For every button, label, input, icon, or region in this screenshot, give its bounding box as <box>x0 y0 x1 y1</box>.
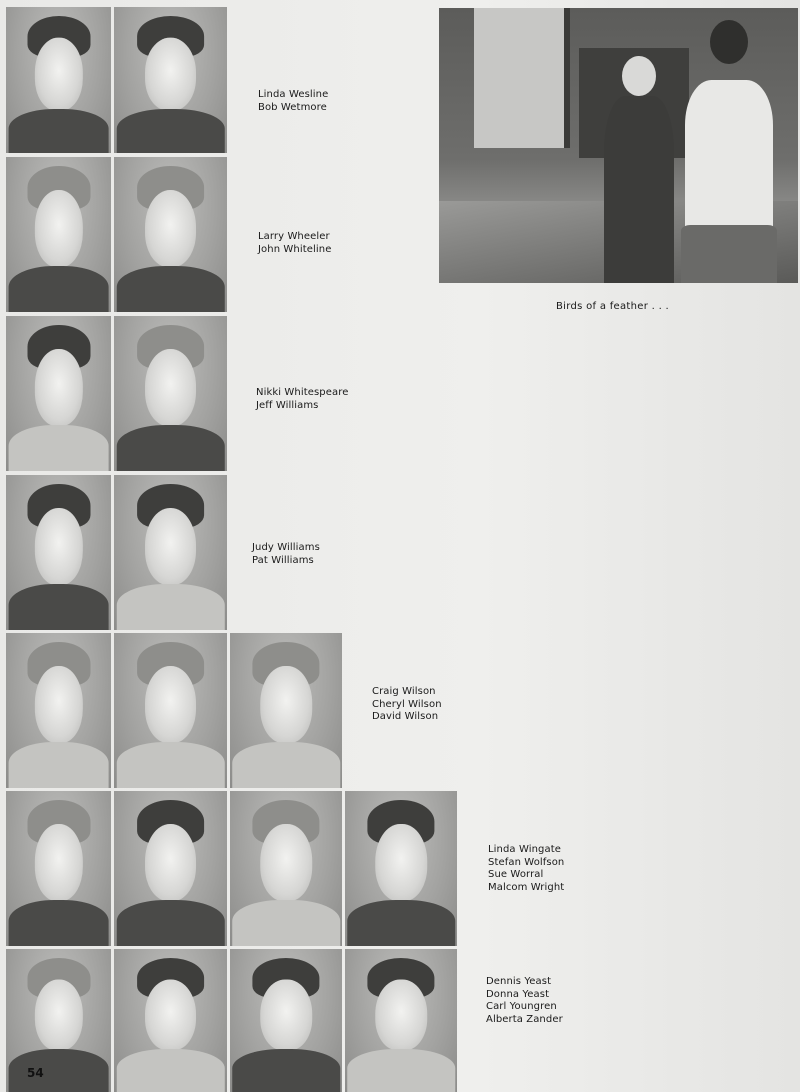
portrait-face <box>145 190 197 267</box>
portrait-shoulders <box>232 900 340 947</box>
portrait-shoulders <box>116 742 224 789</box>
portrait-dennis-yeast <box>6 949 111 1092</box>
candid-caption: Birds of a feather . . . <box>556 301 670 312</box>
portrait-craig-wilson <box>6 633 111 788</box>
portrait-shoulders <box>116 900 224 947</box>
portrait-shoulders <box>8 900 109 947</box>
figure-body <box>685 80 773 230</box>
portrait-malcom-wright <box>345 791 457 946</box>
portrait-alberta-zander <box>345 949 457 1092</box>
student-name: Jeff Williams <box>256 399 319 411</box>
student-name: Judy Williams <box>252 542 320 553</box>
figure-body <box>604 96 674 283</box>
portrait-linda-wingate <box>6 791 111 946</box>
figure-skirt <box>681 225 777 283</box>
student-name: Cheryl Wilson <box>372 698 442 710</box>
portrait-face <box>34 824 82 902</box>
portrait-shoulders <box>8 1049 109 1092</box>
portrait-shoulders <box>347 1049 455 1092</box>
portrait-face <box>145 824 197 902</box>
portrait-face <box>260 666 312 744</box>
portrait-jeff-williams <box>114 316 227 471</box>
student-name: Linda Wesline <box>258 89 329 100</box>
portrait-shoulders <box>8 742 109 789</box>
student-name: Dennis Yeast <box>486 976 552 987</box>
page-number: 54 <box>27 1066 44 1080</box>
student-name: Malcom Wright <box>488 881 565 893</box>
portrait-shoulders <box>8 584 109 631</box>
portrait-face <box>34 979 82 1051</box>
figure-head <box>622 56 656 96</box>
portrait-face <box>34 666 82 744</box>
portrait-shoulders <box>116 425 224 472</box>
portrait-shoulders <box>8 109 109 153</box>
row-6-names <box>488 844 564 894</box>
student-name: Sue Worral <box>488 869 544 880</box>
portrait-stefan-wolfson <box>114 791 227 946</box>
portrait-nikki-whitespeare <box>6 316 111 471</box>
row-2-names <box>258 231 331 256</box>
student-name: Alberta Zander <box>486 1013 563 1025</box>
portrait-bob-wetmore <box>114 7 227 153</box>
row-5-names <box>372 686 442 724</box>
portrait-linda-wesline <box>6 7 111 153</box>
row-4-names <box>252 542 320 567</box>
portrait-shoulders <box>116 584 224 631</box>
student-name: Pat Williams <box>252 554 314 566</box>
student-name: Bob Wetmore <box>258 101 327 113</box>
portrait-shoulders <box>347 900 455 947</box>
student-name: Craig Wilson <box>372 686 436 697</box>
portrait-larry-wheeler <box>6 157 111 312</box>
student-name: Carl Youngren <box>486 1001 557 1012</box>
student-name: John Whiteline <box>258 243 332 255</box>
student-name: Stefan Wolfson <box>488 856 565 868</box>
portrait-face <box>145 349 197 427</box>
candid-photo <box>439 8 798 283</box>
classroom-window <box>474 8 570 148</box>
portrait-face <box>34 349 82 427</box>
portrait-pat-williams <box>114 475 227 630</box>
portrait-shoulders <box>116 109 224 153</box>
portrait-face <box>260 979 312 1051</box>
portrait-cheryl-wilson <box>114 633 227 788</box>
portrait-sue-worral <box>230 791 342 946</box>
portrait-face <box>375 979 427 1051</box>
portrait-judy-williams <box>6 475 111 630</box>
portrait-face <box>145 666 197 744</box>
row-1-names <box>258 89 328 114</box>
portrait-carl-youngren <box>230 949 342 1092</box>
portrait-shoulders <box>232 1049 340 1092</box>
portrait-face <box>145 38 197 111</box>
portrait-donna-yeast <box>114 949 227 1092</box>
portrait-face <box>145 979 197 1051</box>
portrait-face <box>375 824 427 902</box>
portrait-shoulders <box>8 425 109 472</box>
row-7-names <box>486 976 563 1026</box>
row-3-names <box>256 387 348 412</box>
portrait-face <box>34 508 82 586</box>
portrait-shoulders <box>232 742 340 789</box>
portrait-face <box>34 190 82 267</box>
student-name: Nikki Whitespeare <box>256 387 349 398</box>
portrait-shoulders <box>8 266 109 313</box>
figure-head <box>710 20 748 64</box>
candid-boy-figure <box>599 56 679 283</box>
portrait-face <box>34 38 82 111</box>
student-name: Linda Wingate <box>488 844 561 855</box>
student-name: Donna Yeast <box>486 988 550 1000</box>
portrait-face <box>145 508 197 586</box>
portrait-shoulders <box>116 1049 224 1092</box>
student-name: Larry Wheeler <box>258 231 330 242</box>
student-name: David Wilson <box>372 711 439 722</box>
portrait-john-whiteline <box>114 157 227 312</box>
portrait-shoulders <box>116 266 224 313</box>
candid-girl-figure <box>679 20 779 283</box>
portrait-david-wilson <box>230 633 342 788</box>
portrait-face <box>260 824 312 902</box>
